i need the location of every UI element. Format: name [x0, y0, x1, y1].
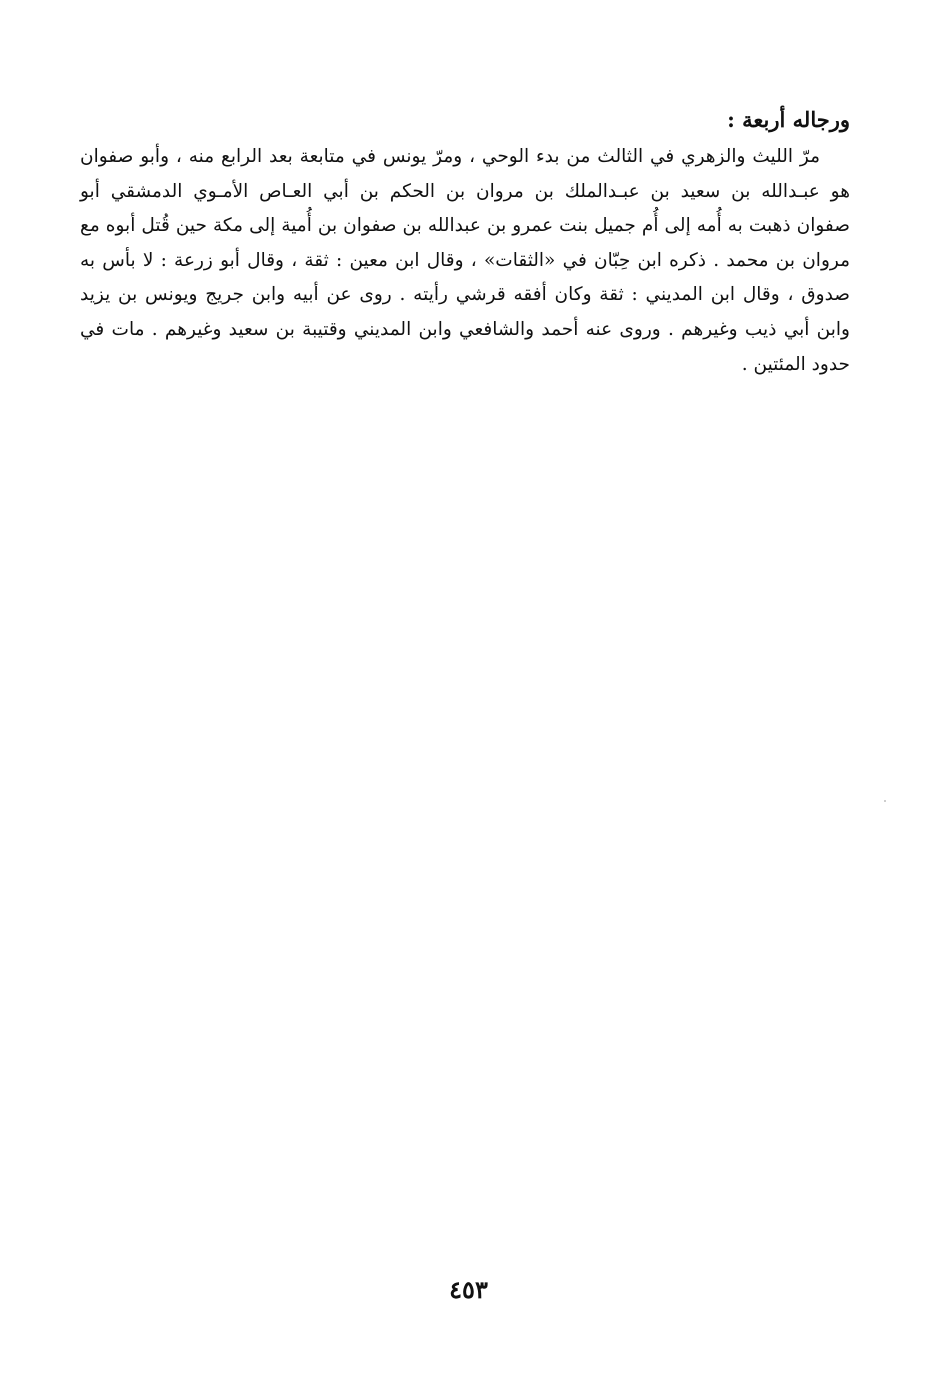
text-line-7: حدود المئتين . [741, 353, 850, 375]
text-line-5: صدوق ، وقال ابن المديني : ثقة وكان أفقه قرشي رأيته . روى عن أبيه وابن جريج ويونس بن يزيد [80, 284, 850, 306]
text-line-3: صفوان ذهبت به أُمه إلى أُم جميل بنت عمرو بن عبدالله بن صفوان بن أُمية إلى مكة حين قُتل أبوه مع [80, 215, 850, 237]
main-text-block [80, 100, 850, 382]
page-number: ٤٥٣ [449, 1275, 488, 1304]
scan-speck [884, 800, 886, 802]
text-line-4: مروان بن محمد . ذكره ابن حِبّان في «الثقات» ، وقال ابن معين : ثقة ، وقال أبو زرعة : لا بأس به [80, 249, 850, 271]
section-heading: ورجاله أربعة : [727, 107, 850, 132]
text-line-2: هو عبـدالله بن سعيد بن عبـدالملك بن مروان بن الحكم بن أبي العـاص الأمـوي الدمشقي أبو [80, 180, 850, 202]
text-line-6: وابن أبي ذيب وغيرهم . وروى عنه أحمد والشافعي وابن المديني وقتيبة بن سعيد وغيرهم . مات في [80, 318, 850, 340]
text-line-1: مرّ الليث والزهري في الثالث من بدء الوحي ، ومرّ يونس في متابعة بعد الرابع منه ، وأبو صفوان [80, 146, 820, 167]
